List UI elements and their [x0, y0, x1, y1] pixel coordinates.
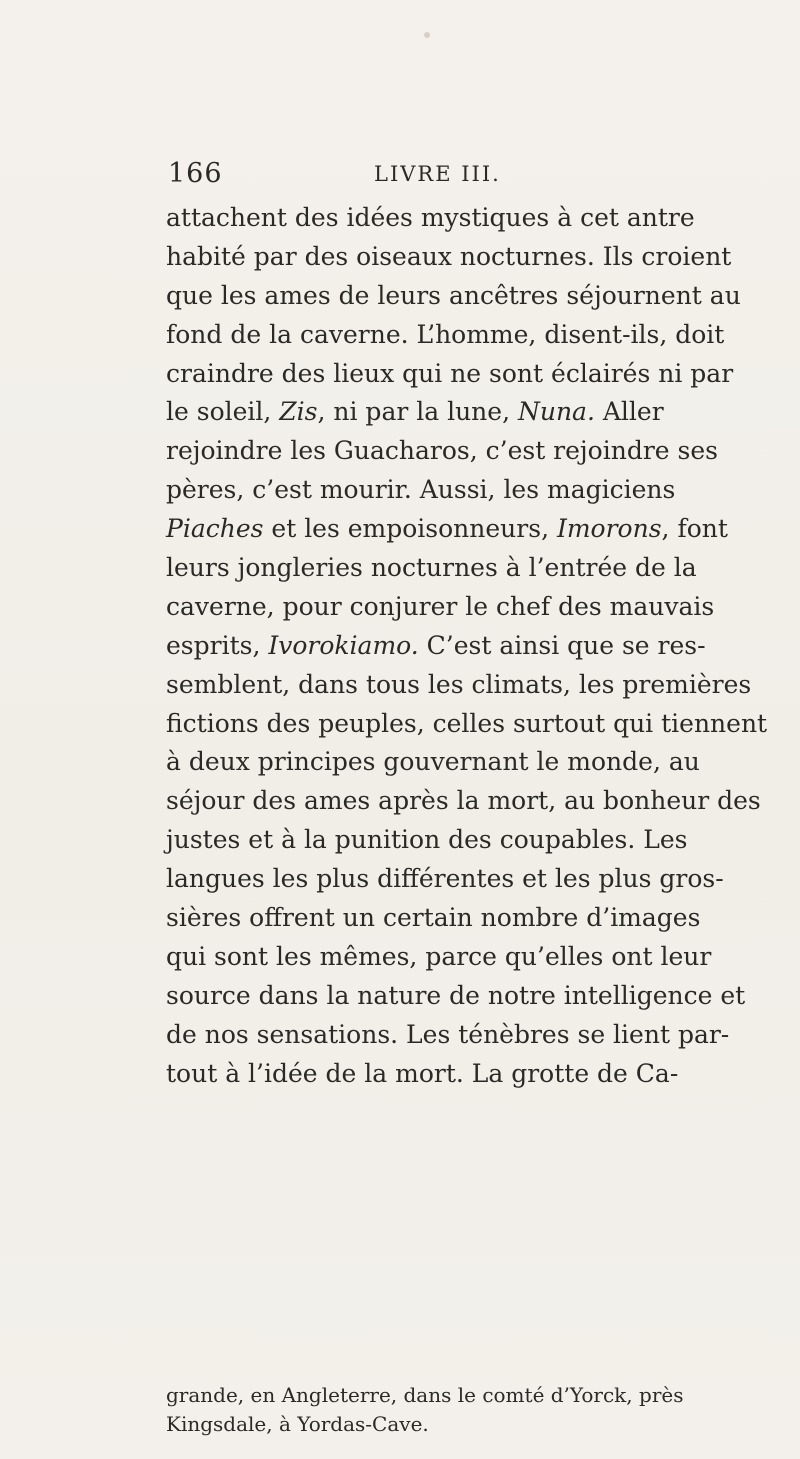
footnote [166, 1381, 684, 1439]
text-segment: attachent des idées mystiques à cet antre [166, 203, 695, 232]
text-segment: rejoindre les Guacharos, c’est rejoindre ses [166, 436, 718, 466]
text-segment: leurs jongleries nocturnes à l’entrée de la [166, 553, 697, 583]
text-line [166, 471, 676, 510]
page-number: 166 [168, 158, 223, 189]
text-segment: caverne, pour conjurer le chef des mauvais [166, 591, 715, 621]
text-line [166, 199, 695, 238]
text-segment: sières offrent un certain nombre d’images [166, 903, 701, 933]
text-segment: et les empoisonneurs, [263, 514, 557, 544]
text-line [166, 393, 664, 432]
text-segment: C’est ainsi que se res- [418, 630, 706, 660]
text-segment: justes et à la punition des coupables. Les [166, 825, 688, 855]
text-line [166, 899, 701, 938]
text-line [166, 588, 715, 627]
text-segment: fictions des peuples, celles surtout qui tiennent [166, 708, 768, 738]
italic-term: Ivorokiamo. [268, 630, 419, 660]
italic-term: Zis [279, 397, 318, 427]
text-segment: que les ames de leurs ancêtres séjournent au [166, 280, 741, 310]
text-line [166, 277, 741, 316]
text-line [166, 1016, 730, 1055]
text-line [166, 432, 718, 471]
page-header [168, 158, 668, 194]
text-line [166, 977, 746, 1016]
text-segment: , font [661, 514, 728, 544]
text-segment: esprits, [166, 630, 269, 660]
text-line [166, 238, 732, 277]
text-line [166, 705, 768, 744]
text-segment: craindre des lieux qui ne sont éclairés ni par [166, 358, 734, 388]
text-segment: séjour des ames après la mort, au bonheur des [166, 786, 761, 816]
body-text [166, 199, 768, 1093]
text-line [166, 549, 697, 588]
text-line [166, 1055, 679, 1094]
text-segment: le soleil, [166, 397, 280, 427]
footnote-line: Kingsdale, à Yordas-Cave. [166, 1412, 429, 1436]
text-segment: habité par des oiseaux nocturnes. Ils croient [166, 241, 732, 271]
footnote-line: grande, en Angleterre, dans le comté d’Yorck, près [166, 1383, 684, 1407]
text-segment: fond de la caverne. L’homme, disent-ils, doit [166, 319, 725, 349]
text-segment: pères, c’est mourir. Aussi, les magiciens [166, 475, 676, 505]
text-segment: , ni par la lune, [317, 397, 518, 427]
text-line [166, 860, 724, 899]
text-line [166, 743, 700, 782]
text-line [166, 821, 688, 860]
text-segment: Aller [594, 397, 664, 427]
text-line [166, 627, 706, 666]
text-line [166, 355, 734, 394]
text-line [166, 938, 712, 977]
text-segment: à deux principes gouvernant le monde, au [166, 747, 700, 777]
text-segment: de nos sensations. Les ténèbres se lient par- [166, 1019, 730, 1049]
text-segment: qui sont les mêmes, parce qu’elles ont leur [166, 941, 712, 971]
text-line [166, 510, 728, 549]
text-segment: langues les plus différentes et les plus gros- [166, 864, 724, 894]
italic-term: Imorons [556, 514, 662, 544]
text-segment: source dans la nature de notre intelligence et [166, 980, 746, 1010]
text-line [166, 316, 725, 355]
text-line [166, 782, 761, 821]
paper-speck [424, 32, 430, 38]
italic-term: Piaches [166, 514, 264, 544]
text-segment: tout à l’idée de la mort. La grotte de Ca- [166, 1058, 679, 1088]
running-head: LIVRE III. [374, 162, 501, 186]
text-segment: semblent, dans tous les climats, les premières [166, 669, 752, 699]
text-line [166, 666, 752, 705]
italic-term: Nuna. [517, 397, 595, 427]
